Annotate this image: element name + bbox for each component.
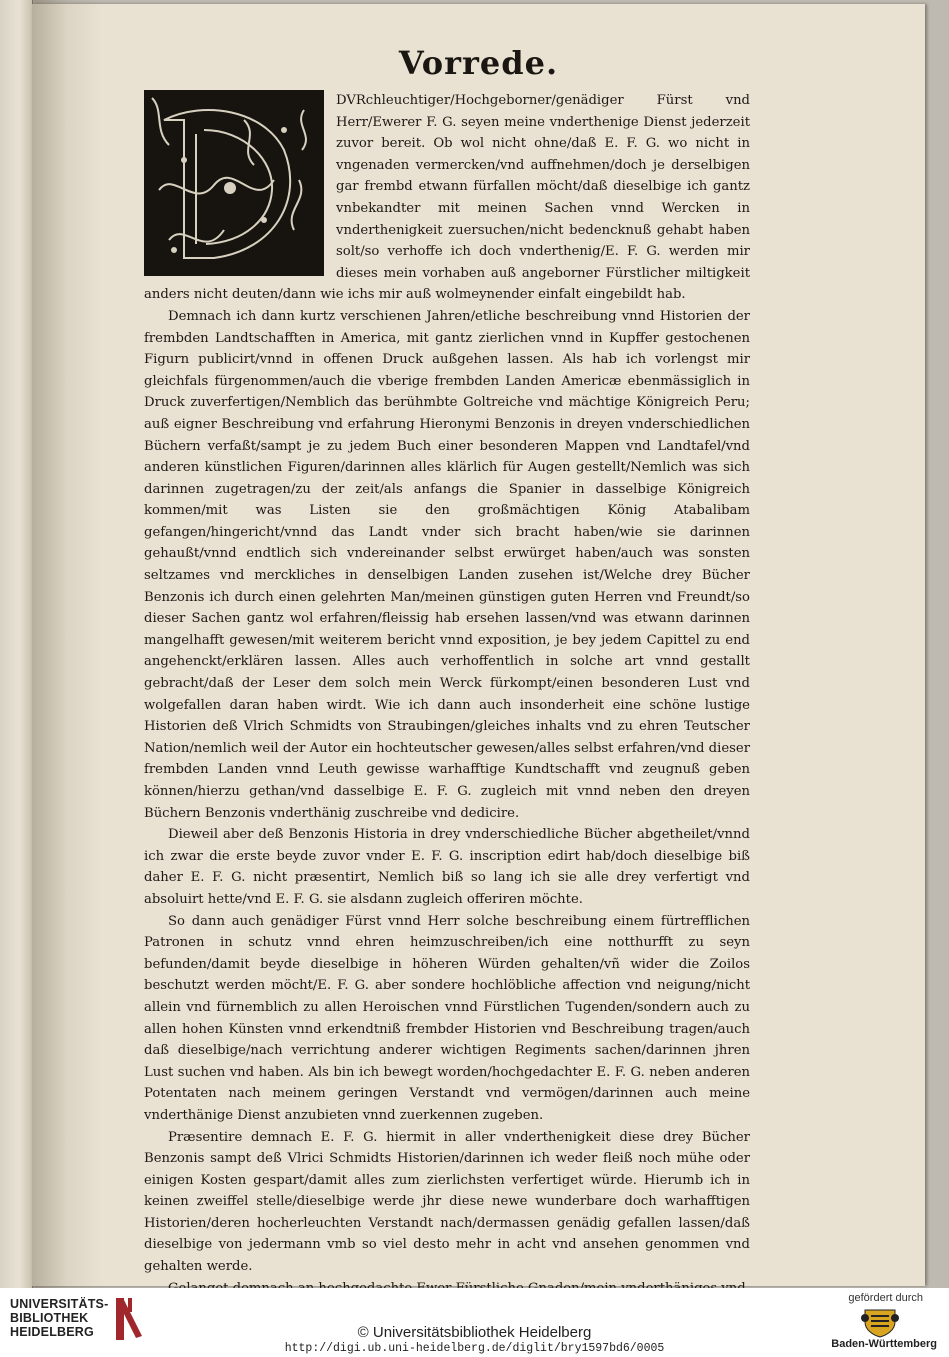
library-name-line: BIBLIOTHEK bbox=[10, 1311, 89, 1325]
paragraph: Demnach ich dann kurtz verschienen Jahren/etliche beschreibung vnnd Historien der frembden Landtschafften in America, mit gantz zierlichen vnnd in Kupffer gestochenen Figurn publicirt/vnnd in offenen Druck außgehen lassen. Als hab ich vorlengst mir gleichfals fürgenommen/auch die vberige frembden Landen Americæ ebenmässiglich in Druck zuverfertigen/Nemblich das berühmbte Goltreiche vnd mächtige Königreich Peru; auß eigner Beschreibung vnd erfahrung Hieronymi Benzonis in dreyen vnderschiedlichen Büchern verfaßt/sampt je zu jedem Buch einer besonderen Mappen vnd Landtafel/vnd anderen künstlichen Figuren/darinnen alles klärlich für Augen gestellt/Nemlich was sich darinnen zugetragen/zu der zeit/als anfangs die Spanier in dasselbige Königreich kommen/mit was Listen sie den großmächtigen König Atabalibam gefangen/hingericht/vnnd das Landt vnder sich bracht haben/wie sie darinnen gehaußt/vnnd endtlich sich vndereinander selbst erwürget haben/auch was sonsten seltzames vnd merckliches in denselbigen Landen zusehen ist/Welche drey Bücher Benzonis ich durch einen gelehrten Man/meinen günstigen guten Herren vnd Freundt/so dieser Sachen gantz wol erfahren/fleissig hab ersehen lassen/vnd was etwann darinnen mangelhafft gewesen/mit weiterem bericht vnnd exposition, je bey jedem Capittel zu end angehenckt/erklären lassen. Alles auch verhoffentlich in solche art vnnd gestallt gebracht/daß der Leser dem solch mein Werck fürkompt/einen besonderen Lust vnd wolgefallen daran haben wirdt. Wie ich dann auch insonderheit eine schöne lustige Historien deß Vlrich Schmidts von Straubingen/gleiches inhalts vnd zu ehren Teutscher Nation/nemlich weil der Autor ein hochteutscher gewesen/alles selbst erfahren/vnd dieser frembden Landen vnnd Leuth gewisse warhafftige Kundtschafft vnd zeugnuß geben können/hierzu gethan/vnd dasselbige E. F. G. zugleich mit vnnd neben den dreyen Büchern Benzonis vnderthänig zuschreibe vnd dedicire. bbox=[144, 308, 750, 821]
previous-page-edge bbox=[0, 0, 33, 1288]
paragraph: Præsentire demnach E. F. G. hiermit in aller vnderthenigkeit diese drey Bücher Benzonis sampt deß Vlrici Schmidts Historien/darinnen ich weder fleiß noch mühe oder einigen Kosten gespart/damit alles zum zierlichsten verfertiget würde. Hierumb ich in keinen zweiffel stelle/dieselbige werde jhr diese newe wunderbare doch warhafftigen Historien/deren hocherleuchten Verstandt nach/dermassen genädig gefallen lassen/daß dieselbige von jedermann vmb so viel desto mehr in acht vnd ansehen genommen vnd gehalten werde. bbox=[144, 1129, 750, 1275]
spine-shadow bbox=[32, 0, 102, 1288]
source-url[interactable]: http://digi.ub.uni-heidelberg.de/diglit/bry1597bd6/0005 bbox=[284, 1342, 665, 1355]
decorated-initial-d-icon bbox=[144, 90, 330, 280]
paragraph: So dann auch genädiger Fürst vnnd Herr solche beschreibung einem fürtrefflichen Patronen in schutz vnnd ehren heimzuschreiben/ich eine notthurfft zu seyn befunden/damit beyde dieselbige in höheren Würden gehalten/vñ wider die Zoilos beschutzt werden möcht/E. F. G. aber sondere hochlöbliche affection vnd neigung/nicht allein vnd fürnemblich zu allen Heroischen vnnd Fürstlichen Tugenden/sondern auch zu allen hohen Künsten vnnd erkendtniß frembder Historien vnd Beschreibung tragen/auch daß dieselbige/nach verrichtung anderer wichtigen Regiments sachen/darinnen jhren Lust suchen vnd haben. Als bin ich bewegt worden/hochgedachter E. F. G. neben anderen Potentaten nach meinem geringen Verstandt vnd vermögen/darinnen auch meine vnderthänige Dienst anzubieten vnnd zuerkennen zugeben. bbox=[144, 913, 750, 1123]
page-heading: Vorrede. bbox=[398, 44, 559, 82]
paragraph: Dieweil aber deß Benzonis Historia in drey vnderschiedliche Bücher abgetheilet/vnnd ich zwar die erste beyde zuvor vnder E. F. G. inscription edirt hab/doch dieselbige biß daher E. F. G. nicht præsentirt, Nemlich biß so lang ich sie alle drey verfertigt vnd absoluirt hette/vnd E. F. G. sie alsdann zugleich offeriren möchte. bbox=[144, 827, 750, 907]
book-page bbox=[32, 4, 925, 1286]
baden-wuerttemberg-coat-of-arms-icon bbox=[859, 1306, 901, 1338]
copyright-notice: © Universitätsbibliothek Heidelberg bbox=[357, 1324, 592, 1341]
library-name-line: HEIDELBERG bbox=[10, 1325, 94, 1339]
body-text bbox=[144, 90, 750, 1321]
sponsor-name: Baden-Württemberg bbox=[831, 1338, 937, 1350]
funded-by-label: gefördert durch bbox=[848, 1292, 923, 1304]
library-name-line: UNIVERSITÄTS- bbox=[10, 1297, 109, 1311]
footer bbox=[0, 1288, 949, 1357]
paragraph: DVRchleuchtiger/Hochgeborner/genädiger Fürst vnd Herr/Ewerer F. G. seyen meine vnderthenige Dienst jederzeit zuvor bereit. Ob wol nicht ohne/daß E. F. G. wo nicht in vngenaden vermercken/vnd auffnehmen/doch je derselbigen gar frembd etwann fürfallen möcht/daß dieselbige ich gantz vnbekandter mit meinen Sachen vnnd Wercken in vnderthenigkeit zuersuchen/nicht bedencknuß gehabt haben solt/so verhoffe ich doch vnderthenig/E. F. G. werden mir dieses mein vorhaben auß angeborner Fürstlicher miltigkeit anders nicht deuten/dann wie ichs mir auß wolmeynender einfalt eingebildt hab. bbox=[144, 93, 750, 303]
